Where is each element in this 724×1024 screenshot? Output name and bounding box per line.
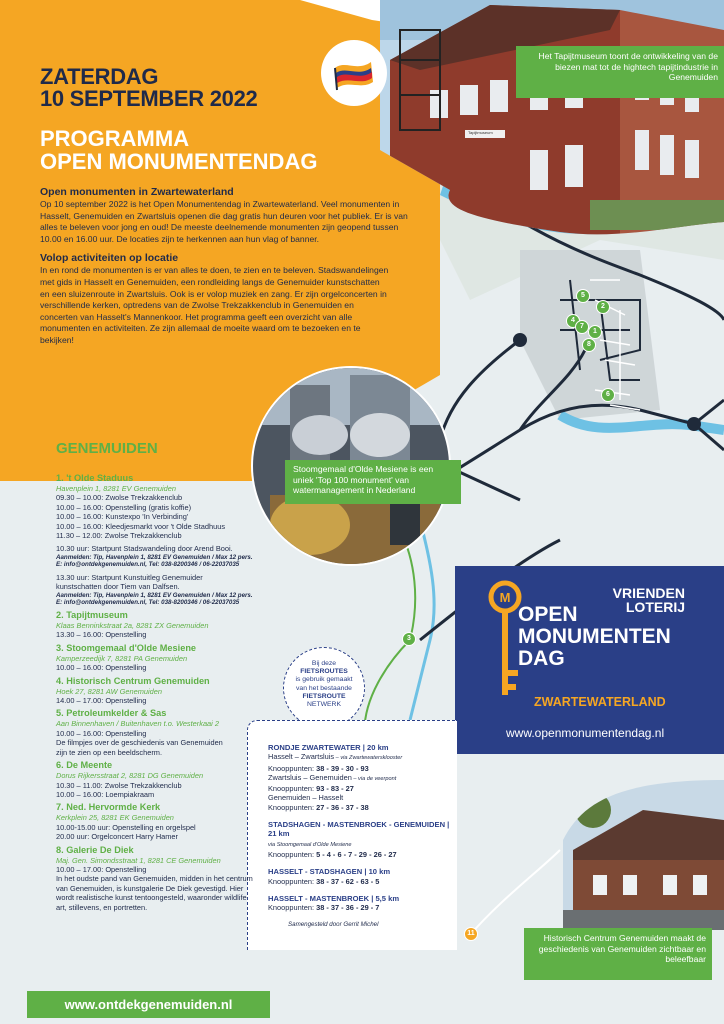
program-title: PROGRAMMA OPEN MONUMENTENDAG (40, 126, 318, 174)
list-item: 5. Petroleumkelder & Sas Aan Binnenhaven / Buitenhaven t.o. Westerkaai 2 10.00 – 16.00: Openstelling De filmpjes over de geschiedenis van Genemuiden zijn te zien op een beeldscherm. (56, 708, 223, 757)
tapijtmuseum-photo (380, 0, 724, 240)
routes-credit: Samengesteld door Gerrit Michel (288, 921, 379, 929)
list-item: 1. 't Olde Staduus Havenplein 1, 8281 EV Genemuiden 09.30 – 10.00: Zwolse Trekzakkenclub 10.00 – 16.00: Openstelling (gratis koffie) 10.00 – 16.00: Kunstexpo 'In Verbinding' 10.00 – 16.00: Kleedjesmarkt voor 't Olde Stadhuus 11.30 – 12.00: Zwolse Trekzakkenclub 10.30 uur: Startpunt Stadswandeling door Arend Booi. Aanmelden: Tip, Havenplein 1, 8281 EV Genemuiden / Max 12 pers. E: info@ontdekgenemuiden.nl, Tel: 038-8200346 / 06-22037035 13.30 uur: Startpunt Kunstuitleg Genemuider kunstschatten door Tiem van Dalfsen. Aanmelden: Tip, Havenplein 1, 8281 EV Genemuiden / Max 12 pers. E: info@ontdekgenemuiden.nl, Tel: 038-8200346 / 06-22037035 (56, 473, 253, 607)
svg-text:M: M (499, 590, 511, 605)
fietsroute-badge: Bij deze FIETSROUTES is gebruik gemaakt van het bestaande FIETSROUTE NETWERK (283, 647, 365, 729)
intro-heading-2: Volop activiteiten op locatie (40, 252, 179, 265)
genemuiden-title: GENEMUIDEN (56, 440, 158, 457)
list-item: 4. Historisch Centrum Genemuiden Hoek 27, 8281 AW Genemuiden 14.00 – 17.00: Openstelling (56, 675, 210, 706)
omd-region: ZWARTEWATERLAND (534, 695, 666, 709)
route-rondje-zwartewater: RONDJE ZWARTEWATER | 20 km Hasselt – Zwartsluis – via Zwartewatersklooster Knooppunten: 38 - 39 - 30 - 93 Zwartsluis – Genemuiden – via de veerpont Knooppunten: 93 - 83 - 27 Genemuiden – Hasselt Knooppunten: 27 - 36 - 37 - 38 (268, 743, 403, 812)
list-item: 7. Ned. Hervormde Kerk Kerkplein 25, 8281 EK Genemuiden 10.00-15.00 uur: Openstelling en orgelspel 20.00 uur: Orgelconcert Harry Hamer (56, 802, 196, 842)
intro-paragraph-2: In en rond de monumenten is er van alles te doen, te zien en te beleven. Stadswandelingen met gids in Hasselt en Genemuiden, een rondleiding langs de Genemuider kunstschatten en een sluizenroute in Zwartsluis. Ook is er volop muziek en zang. Er zijn orgelconcerten in verschillende kerken, optredens van de Zwolse Trekzakkenclub in Genemuiden en concerten van Hasselt's Mannenkoor. Het programma geeft een overzicht van alle monumenten en activiteiten. Ze zijn allemaal de moeite waard om te bezoeken en te bekijken! (40, 265, 389, 345)
key-icon (488, 580, 522, 700)
list-item: 2. Tapijtmuseum Klaas Benninkstraat 2a, 8281 ZX Genemuiden 13.30 – 16.00: Openstelling (56, 610, 209, 640)
map-marker-2[interactable]: 2 (596, 300, 610, 314)
flag-badge (321, 40, 387, 106)
genemuiden-program-list (56, 473, 286, 915)
event-date: ZATERDAG 10 SEPTEMBER 2022 (40, 64, 258, 111)
intro-paragraph-1: Op 10 september 2022 is het Open Monumentendag in Zwartewaterland. Veel monumenten in Hasselt, Genemuiden en Zwartsluis openen die dag gratis hun deuren voor het publiek. Er is van alles te beleven voor jong en oud! De meeste deelnemende monumenten zijn geopend tussen 10.00 en 16.00 uur. De locaties zijn te herkennen aan hun vlag of banner. (40, 199, 408, 244)
map-marker-5[interactable]: 5 (576, 289, 590, 303)
list-item: 8. Galerie De Diek Maj. Gen. Simondsstraat 1, 8281 CE Genemuiden 10.00 – 17.00: Openstelling In het oudste pand van Genemuiden, midden in het centrum van Genemuiden, is kunstgalerie De Diek gevestigd. Hier wordt realistische kunst tentoongesteld, waaronder wildlife art, stillevens, en portretten. (56, 844, 253, 912)
museum-sign: Tapijtmuseum (468, 130, 493, 135)
map-marker-1[interactable]: 1 (588, 325, 602, 339)
tapijtmuseum-caption: Het Tapijtmuseum toont de ontwikkeling van de biezen mat tot de hightech tapijtindustrie in Genemuiden (516, 46, 724, 98)
historisch-centrum-photo (563, 780, 724, 930)
zwartewaterland-flag-icon (321, 40, 387, 106)
intro-heading-1: Open monumenten in Zwartewaterland (40, 186, 234, 198)
list-item: 6. De Meente Dorus Rijkersstraat 2, 8281 DG Genemuiden 10.30 – 11.00: Zwolse Trekzakkenclub 10.00 – 16.00: Loempiakraam (56, 760, 204, 799)
omd-logo-text: OPEN MONUMENTEN DAG (518, 603, 671, 670)
stoomgemaal-caption: Stoomgemaal d'Olde Mesiene is een uniek 'Top 100 monument' van watermanagement in Nederland (285, 460, 461, 504)
genemuiden-website-link[interactable]: www.ontdekgenemuiden.nl (27, 991, 270, 1018)
intro-text (40, 186, 412, 354)
list-item: 3. Stoomgemaal d'Olde Mesiene Kamperzeedijk 7, 8281 PA Genemuiden 10.00 – 16.00: Openstelling (56, 642, 197, 673)
historisch-centrum-caption: Historisch Centrum Genemuiden maakt de geschiedenis van Genemuiden zichtbaar en beleefbaar (524, 928, 712, 980)
route-hasselt-mastenbroek: HASSELT - MASTENBROEK | 5,5 km Knooppunten: 38 - 37 - 36 - 29 - 7 (268, 893, 400, 913)
vriendenloterij-logo: VRIENDEN LOTERIJ (612, 585, 685, 615)
omd-website-link[interactable]: www.openmonumentendag.nl (506, 726, 665, 740)
map-marker-4[interactable]: 4 (566, 314, 580, 328)
map-marker-7[interactable]: 7 (575, 320, 589, 334)
map-marker-3[interactable]: 3 (402, 632, 416, 646)
map-marker-11[interactable]: 11 (464, 927, 478, 941)
route-hasselt-stadshagen: HASSELT - STADSHAGEN | 10 km Knooppunten: 38 - 37 - 62 - 63 - 5 (268, 867, 391, 886)
map-marker-8[interactable]: 8 (582, 338, 596, 352)
route-stadshagen-mastenbroek-genemuiden: STADSHAGEN - MASTENBROEK - GENEMUIDEN | 21 km via Stoomgemaal d'Olde Mesiene Knooppunten: 5 - 4 - 6 - 7 - 29 - 26 - 27 (268, 820, 450, 859)
map-marker-6[interactable]: 6 (601, 388, 615, 402)
